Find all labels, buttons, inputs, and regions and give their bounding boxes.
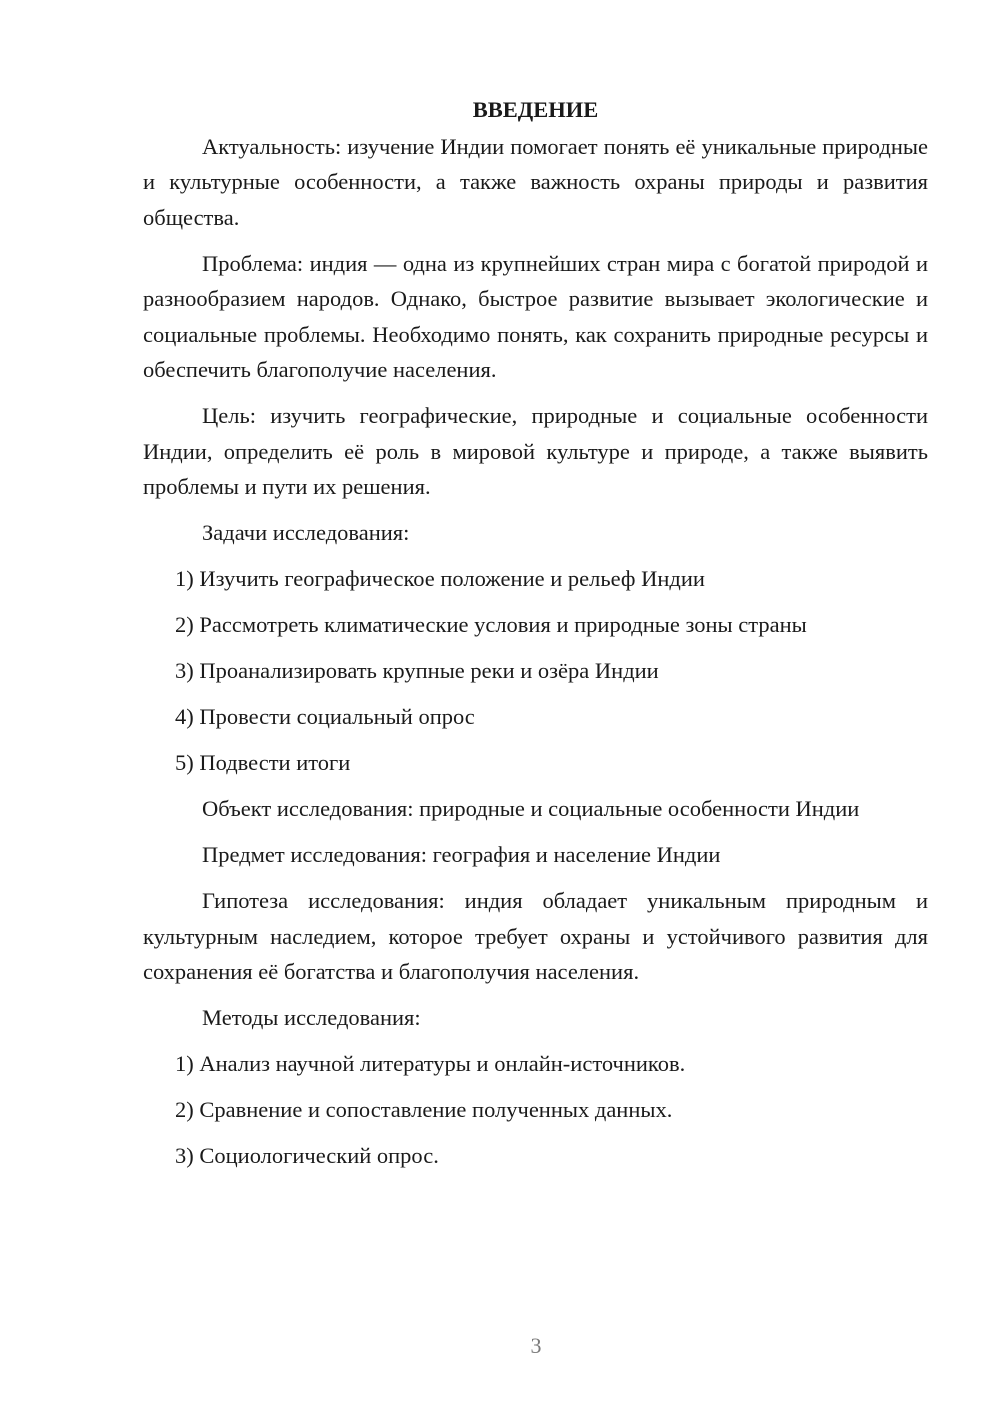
object-line: Объект исследования: природные и социальные особенности Индии (202, 796, 860, 821)
goal-paragraph: Цель: изучить географические, природные и социальные особенности Индии, определить её роль в мировой культуре и природе, а также выявить проблемы и пути их решения. (143, 403, 928, 499)
methods-heading: Методы исследования: (202, 1005, 421, 1030)
list-item: 2) Сравнение и сопоставление полученных данных. (175, 1097, 673, 1122)
list-item: 2) Рассмотреть климатические условия и природные зоны страны (175, 612, 807, 637)
list-item: 4) Провести социальный опрос (175, 704, 475, 729)
list-item: 1) Изучить географическое положение и рельеф Индии (175, 566, 705, 591)
page-title: ВВЕДЕНИЕ (472, 97, 599, 122)
list-item: 3) Социологический опрос. (175, 1143, 439, 1168)
page-content (143, 92, 928, 1184)
hypothesis-paragraph: Гипотеза исследования: индия обладает уникальным природным и культурным наследием, которое требует охраны и устойчивого развития для сохранения её богатства и благополучия населения. (143, 888, 928, 984)
list-item: 3) Проанализировать крупные реки и озёра Индии (175, 658, 659, 683)
list-item: 1) Анализ научной литературы и онлайн-источников. (175, 1051, 686, 1076)
tasks-heading: Задачи исследования: (202, 520, 410, 545)
subject-line: Предмет исследования: география и население Индии (202, 842, 721, 867)
tasks-list (143, 561, 928, 781)
problem-paragraph: Проблема: индия — одна из крупнейших стран мира с богатой природой и разнообразием народов. Однако, быстрое развитие вызывает экологические и социальные проблемы. Необходимо понять, как сохранить природные ресурсы и обеспечить благополучие населения. (143, 250, 928, 382)
list-item: 5) Подвести итоги (175, 750, 351, 775)
relevance-paragraph: Актуальность: изучение Индии помогает понять её уникальные природные и культурные особенности, а также важность охраны природы и развития общества. (143, 133, 928, 230)
page-number: 3 (530, 1333, 542, 1358)
methods-list (143, 1046, 928, 1174)
